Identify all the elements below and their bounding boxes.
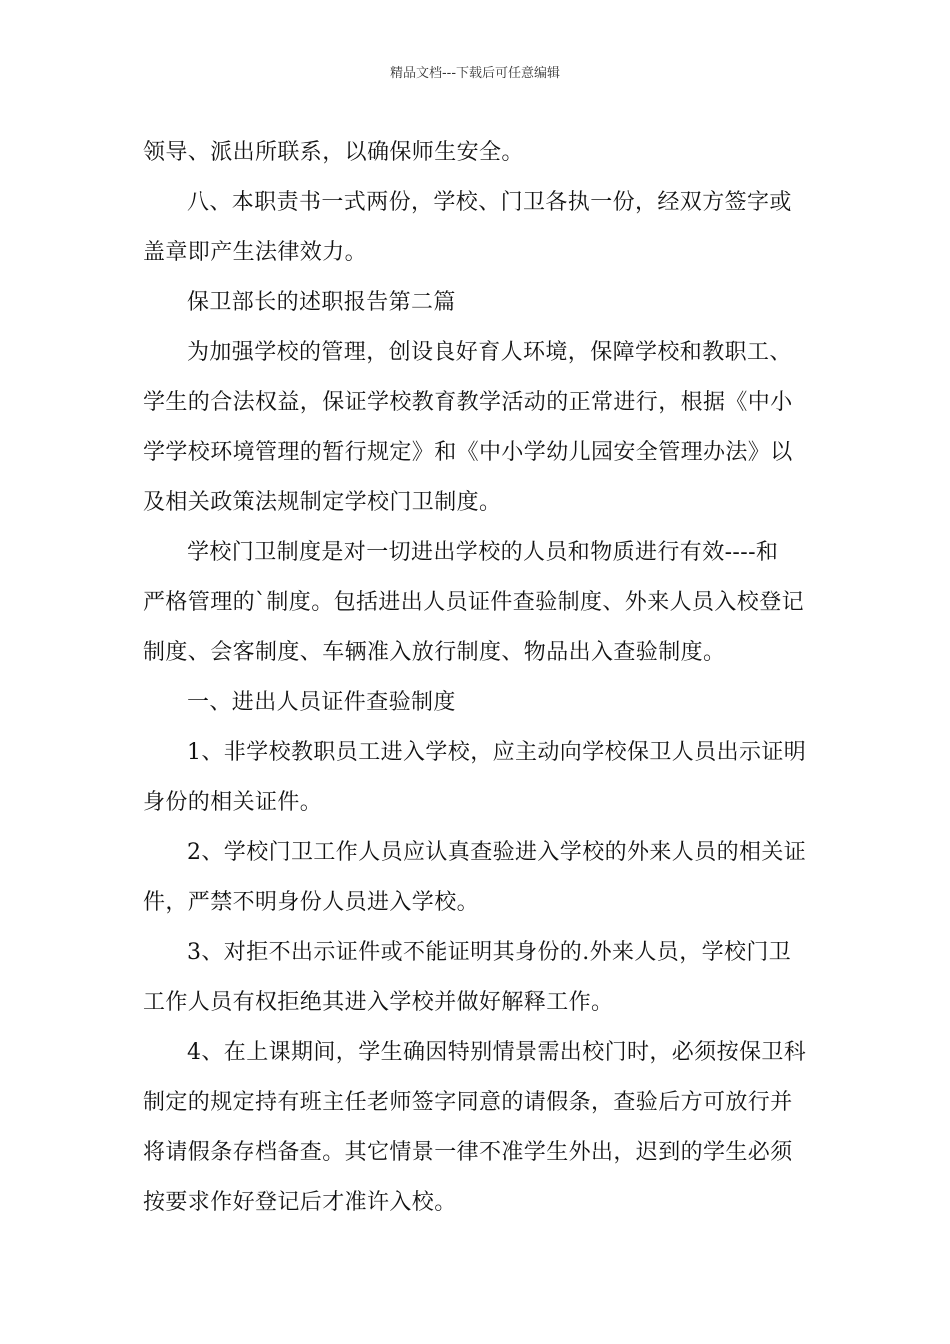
text-line: 3、对拒不出示证件或不能证明其身份的.外来人员，学校门卫 [187, 940, 792, 965]
text-line: 制定的规定持有班主任老师签字同意的请假条，查验后方可放行并 [143, 1090, 793, 1115]
text-line: 件，严禁不明身份人员进入学校。 [143, 890, 480, 915]
section-heading: 保卫部长的述职报告第二篇 [187, 290, 456, 315]
text-line: 按要求作好登记后才准许入校。 [143, 1190, 457, 1215]
text-line: 八、本职责书一式两份，学校、门卫各执一份，经双方签字或 [187, 190, 792, 215]
text-line: 领导、派出所联系，以确保师生安全。 [143, 140, 524, 165]
text-line: 严格管理的`制度。包括进出人员证件查验制度、外来人员入校登记 [143, 590, 805, 615]
page-header: 精品文档---下载后可任意编辑 [389, 66, 561, 81]
text-line: 工作人员有权拒绝其进入学校并做好解释工作。 [143, 990, 614, 1015]
text-line: 将请假条存档备查。其它情景一律不准学生外出，迟到的学生必须 [143, 1140, 793, 1165]
text-line: 为加强学校的管理，创设良好育人环境，保障学校和教职工、 [187, 340, 792, 365]
text-line: 2、学校门卫工作人员应认真查验进入学校的外来人员的相关证 [187, 840, 807, 865]
text-line: 制度、会客制度、车辆准入放行制度、物品出入查验制度。 [143, 640, 726, 665]
document-body [143, 128, 808, 1228]
text-line: 4、在上课期间，学生确因特别情景需出校门时，必须按保卫科 [187, 1040, 807, 1065]
text-line: 学校门卫制度是对一切进出学校的人员和物质进行有效----和 [187, 540, 779, 565]
text-line: 学学校环境管理的暂行规定》和《中小学幼儿园安全管理办法》以 [143, 440, 793, 465]
text-line: 盖章即产生法律效力。 [143, 240, 368, 265]
section-heading: 一、进出人员证件查验制度 [187, 690, 456, 715]
text-line: 1、非学校教职员工进入学校，应主动向学校保卫人员出示证明 [187, 740, 807, 765]
text-line: 及相关政策法规制定学校门卫制度。 [143, 490, 502, 515]
text-line: 学生的合法权益，保证学校教育教学活动的正常进行，根据《中小 [143, 390, 793, 415]
text-line: 身份的相关证件。 [143, 790, 323, 815]
